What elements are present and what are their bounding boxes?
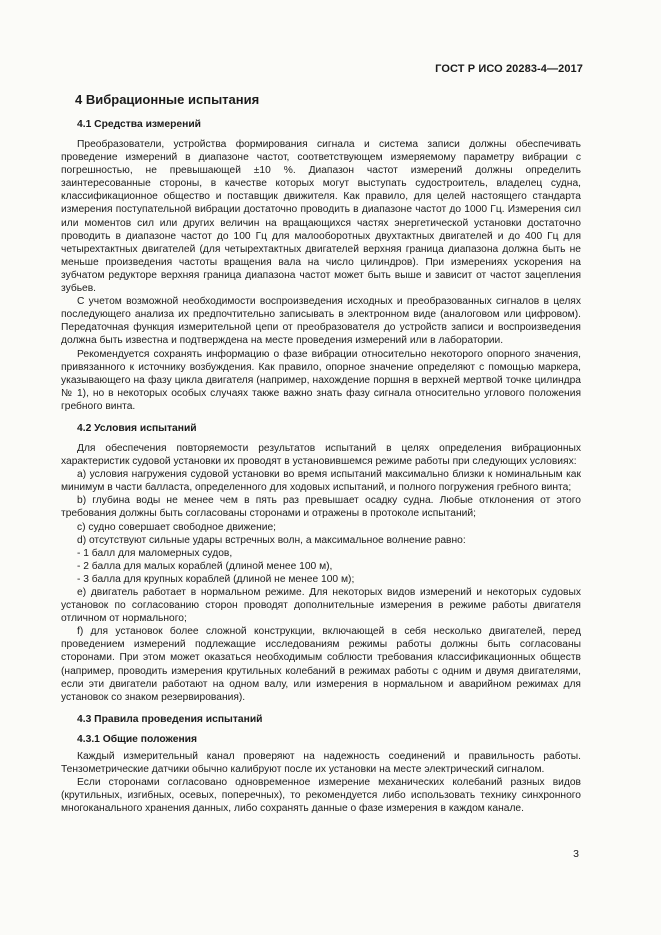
paragraph: Каждый измерительный канал проверяют на надежность соединений и правильность работы. Тензометрические датчики обычно калибруют после их установки на месте электрический сигналом.: [61, 750, 581, 775]
subsection-title-4-3: 4.3 Правила проведения испытаний: [77, 713, 263, 725]
list-item: c) судно совершает свободное движение;: [77, 521, 277, 533]
list-item: b) глубина воды не менее чем в пять раз превышает осадку судна. Любые отклонения от этого требования должны быть согласованы сторонами и отражены в протоколе испытаний;: [61, 495, 581, 520]
paragraph: Для обеспечения повторяемости результатов испытаний в целях определения вибрационных характеристик судовой установки их проводят в установившемся режиме работы при следующих условиях:: [61, 442, 581, 468]
subsection-title-4-2: 4.2 Условия испытаний: [77, 422, 197, 434]
subsection-title-4-1: 4.1 Средства измерений: [77, 119, 202, 130]
paragraph: Преобразователи, устройства формирования сигнала и система записи должны обеспечивать проведение измерений в диапазоне частот, соответствующем измеряемому параметру вибрации с погрешностью, не превышающей ±10 %. Диапазон частот измерений должны определить заинтересованные стороны, в качестве которых могут выступать судостроитель, владелец судна, классификационное общество и поставщик движителя. Как правило, для целей настоящего стандарта измерения поступательной вибрации достаточно проводить в диапазоне частот до 1000 Гц. Измерения сил или моментов сил или других величин на вращающихся частях энергетической установки достаточно проводить в диапазоне частот до 100 Гц для малооборотных двухтактных двигателей и до 400 Гц для четырехтактных двигателей (для четырехтактных двигателей верхняя граница диапазона должна быть не меньше произведения частоты вращения вала на число цилиндров). При измерениях ускорения на зубчатом редукторе верхняя граница диапазона частот может быть выше и зависит от частот зацепления зубьев.: [61, 139, 581, 295]
section-title: 4 Вибрационные испытания: [75, 92, 260, 107]
paragraph: С учетом возможной необходимости воспроизведения исходных и преобразованных сигналов в целях последующего анализа их предпочтительно записывать в электронном виде (аналоговом или цифровом). Передаточная функция измерительной цепи от преобразователя до устройств записи и воспроизведения должна быть известна и подтверждена на месте проведения измерений или в лаборатории.: [61, 296, 581, 347]
list-item: d) отсутствуют сильные удары встречных волн, а максимальное волнение равно:: [77, 534, 466, 546]
list-item: f) для установок более сложной конструкции, включающей в себя несколько двигателей, перед проведением измерений подлежащие исследованиям режимы работы должны быть согласованы сторонами. При этом может оказаться необходимым соблюсти требования классификационных обществ (например, проводить измерения крутильных колебаний в режимах работы с одним и двумя двигателями, если эти двигатели работают на одном валу, или измерения в нормальном и аварийном режимах для установок со знаком резервирования).: [61, 626, 581, 703]
list-item: - 3 балла для крупных кораблей (длиной не менее 100 м);: [77, 573, 355, 585]
page-content: [61, 91, 581, 815]
list-item: a) условия нагружения судовой установки во время испытаний максимально близки к номинальным как минимум в части балласта, определенного для ходовых испытаний, и полного погружения гребного винта;: [61, 469, 581, 494]
list-item: - 1 балл для маломерных судов,: [77, 547, 233, 559]
paragraph: Рекомендуется сохранять информацию о фазе вибрации относительно некоторого опорного значения, привязанного к источнику возбуждения. Как правило, опорное значение определяют с помощью маркера, указывающего на фазу цикла двигателя (например, нахождение поршня в верхней мертвой точке цилиндра № 1), но в некоторых особых случаях также важно знать фазу сигнала относительно углового положения гребного винта.: [61, 348, 581, 412]
subsubsection-title-4-3-1: 4.3.1 Общие положения: [77, 733, 197, 745]
list-item: - 2 балла для малых кораблей (длиной менее 100 м),: [77, 560, 333, 572]
list-item: e) двигатель работает в нормальном режиме. Для некоторых видов измерений и некоторых судовых установок по согласованию сторон проводят дополнительные измерения в режиме работы двигателя отличном от нормального;: [61, 587, 581, 625]
page-number: 3: [573, 848, 579, 860]
paragraph: Если сторонами согласовано одновременное измерение механических колебаний разных видов (крутильных, изгибных, осевых, поперечных), то рекомендуется либо использовать технику синхронного многоканального хранения данных, либо сохранять данные о фазе измерения в каждом канале.: [61, 777, 581, 815]
document-code: ГОСТ Р ИСО 20283-4—2017: [435, 63, 583, 75]
